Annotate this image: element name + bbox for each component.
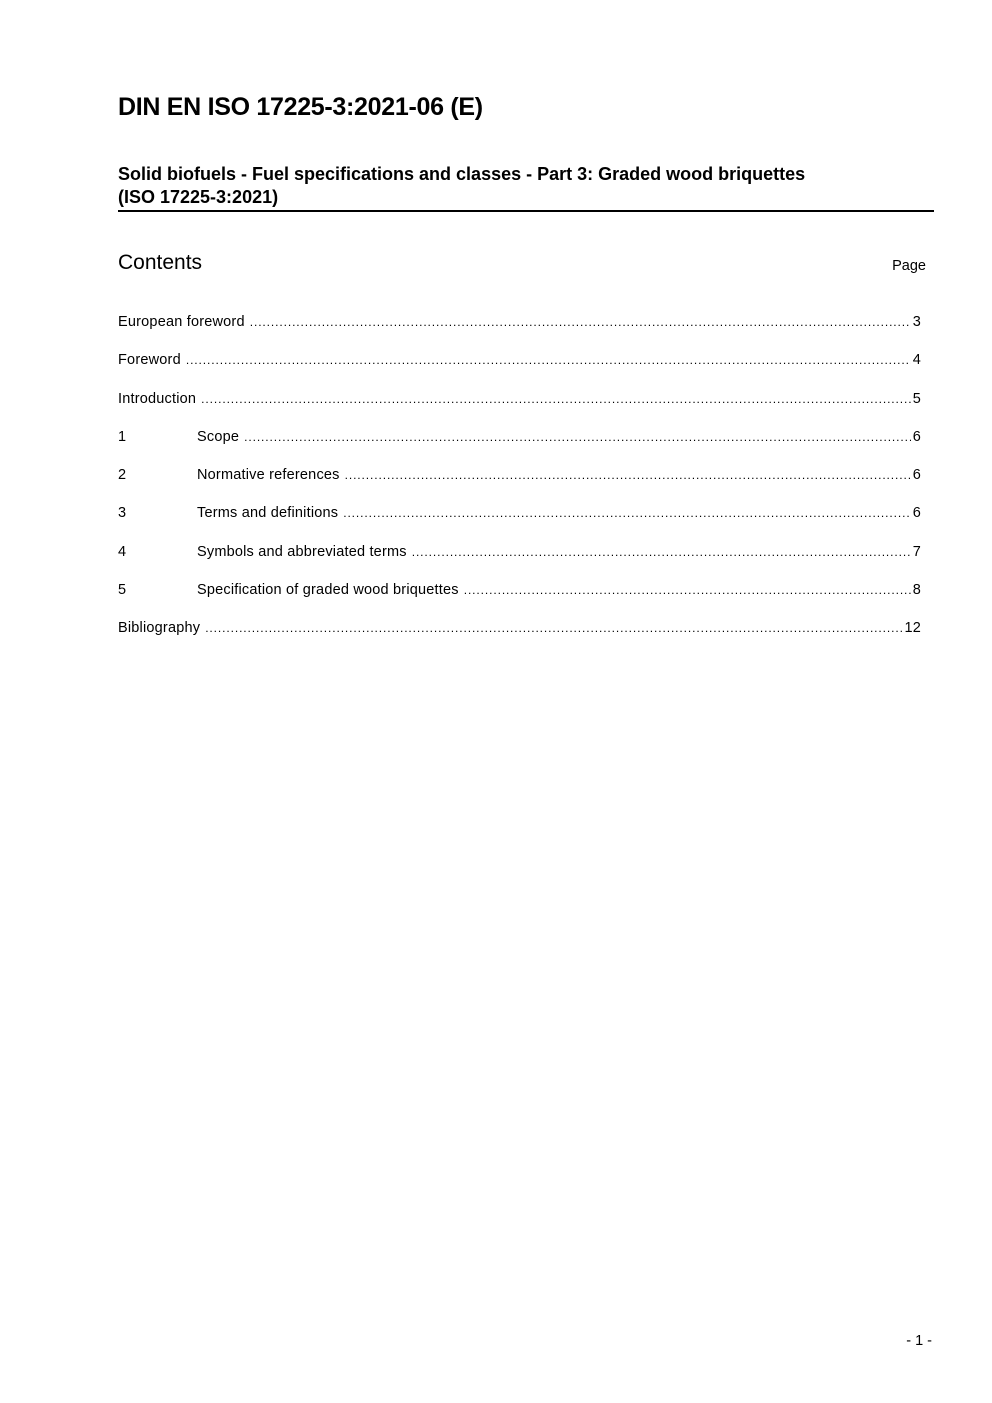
toc-entry-label: Bibliography	[118, 620, 201, 637]
page-column-label: Page	[892, 258, 926, 274]
toc-dot-leader	[343, 506, 911, 520]
toc-entry-page: 12	[904, 620, 921, 637]
toc-entry-number: 3	[118, 505, 127, 522]
toc-entry-label: Introduction	[118, 390, 197, 407]
toc-entry-page: 5	[912, 390, 921, 407]
toc-dot-leader	[244, 430, 911, 444]
toc-entry-label: Terms and definitions	[197, 505, 339, 522]
toc-dot-leader	[205, 621, 902, 635]
document-title-line-1: Solid biofuels - Fuel specifications and classes - Part 3: Graded wood briquettes	[118, 164, 806, 184]
toc-entry-number: 1	[118, 428, 127, 445]
contents-heading: Contents	[118, 251, 203, 274]
toc-entry-number: 2	[118, 467, 127, 484]
document-id: DIN EN ISO 17225-3:2021-06 (E)	[118, 93, 483, 121]
toc-entry-page: 3	[912, 314, 921, 330]
title-divider	[118, 210, 934, 212]
toc-entry-symbols-and-abbreviated-terms[interactable]	[118, 544, 921, 582]
toc-entry-page: 6	[912, 505, 921, 522]
toc-entry-label: European foreword	[118, 314, 245, 330]
page-number: - 1 -	[906, 1333, 932, 1349]
toc-entry-label: Symbols and abbreviated terms	[197, 543, 407, 560]
document-title	[118, 163, 934, 209]
toc-entry-normative-references[interactable]	[118, 467, 921, 505]
toc-entry-label: Foreword	[118, 352, 181, 369]
toc-entry-page: 6	[912, 467, 921, 484]
toc-dot-leader	[250, 315, 911, 329]
toc-entry-label: Normative references	[197, 467, 340, 484]
toc-entry-page: 7	[912, 543, 921, 560]
toc-dot-leader	[186, 353, 911, 367]
toc-entry-label: Specification of graded wood briquettes	[197, 582, 459, 599]
toc-entry-page: 4	[912, 352, 921, 369]
toc-dot-leader	[464, 583, 911, 597]
toc-entry-label: Scope	[197, 428, 240, 445]
toc-entry-page: 8	[912, 582, 921, 599]
table-of-contents	[118, 314, 921, 659]
toc-entry-foreword[interactable]	[118, 352, 921, 390]
toc-entry-number: 4	[118, 543, 127, 560]
toc-entry-european-foreword[interactable]	[118, 314, 921, 352]
toc-entry-bibliography[interactable]	[118, 620, 921, 658]
toc-dot-leader	[412, 545, 911, 559]
toc-entry-number: 5	[118, 582, 127, 599]
document-title-line-2: (ISO 17225-3:2021)	[118, 187, 279, 207]
toc-entry-specification-of-graded-wood-briquettes[interactable]	[118, 582, 921, 620]
toc-entry-introduction[interactable]	[118, 391, 921, 429]
toc-entry-page: 6	[912, 428, 921, 445]
toc-dot-leader	[201, 392, 911, 406]
toc-entry-scope[interactable]	[118, 429, 921, 467]
toc-dot-leader	[345, 468, 911, 482]
toc-entry-terms-and-definitions[interactable]	[118, 505, 921, 543]
